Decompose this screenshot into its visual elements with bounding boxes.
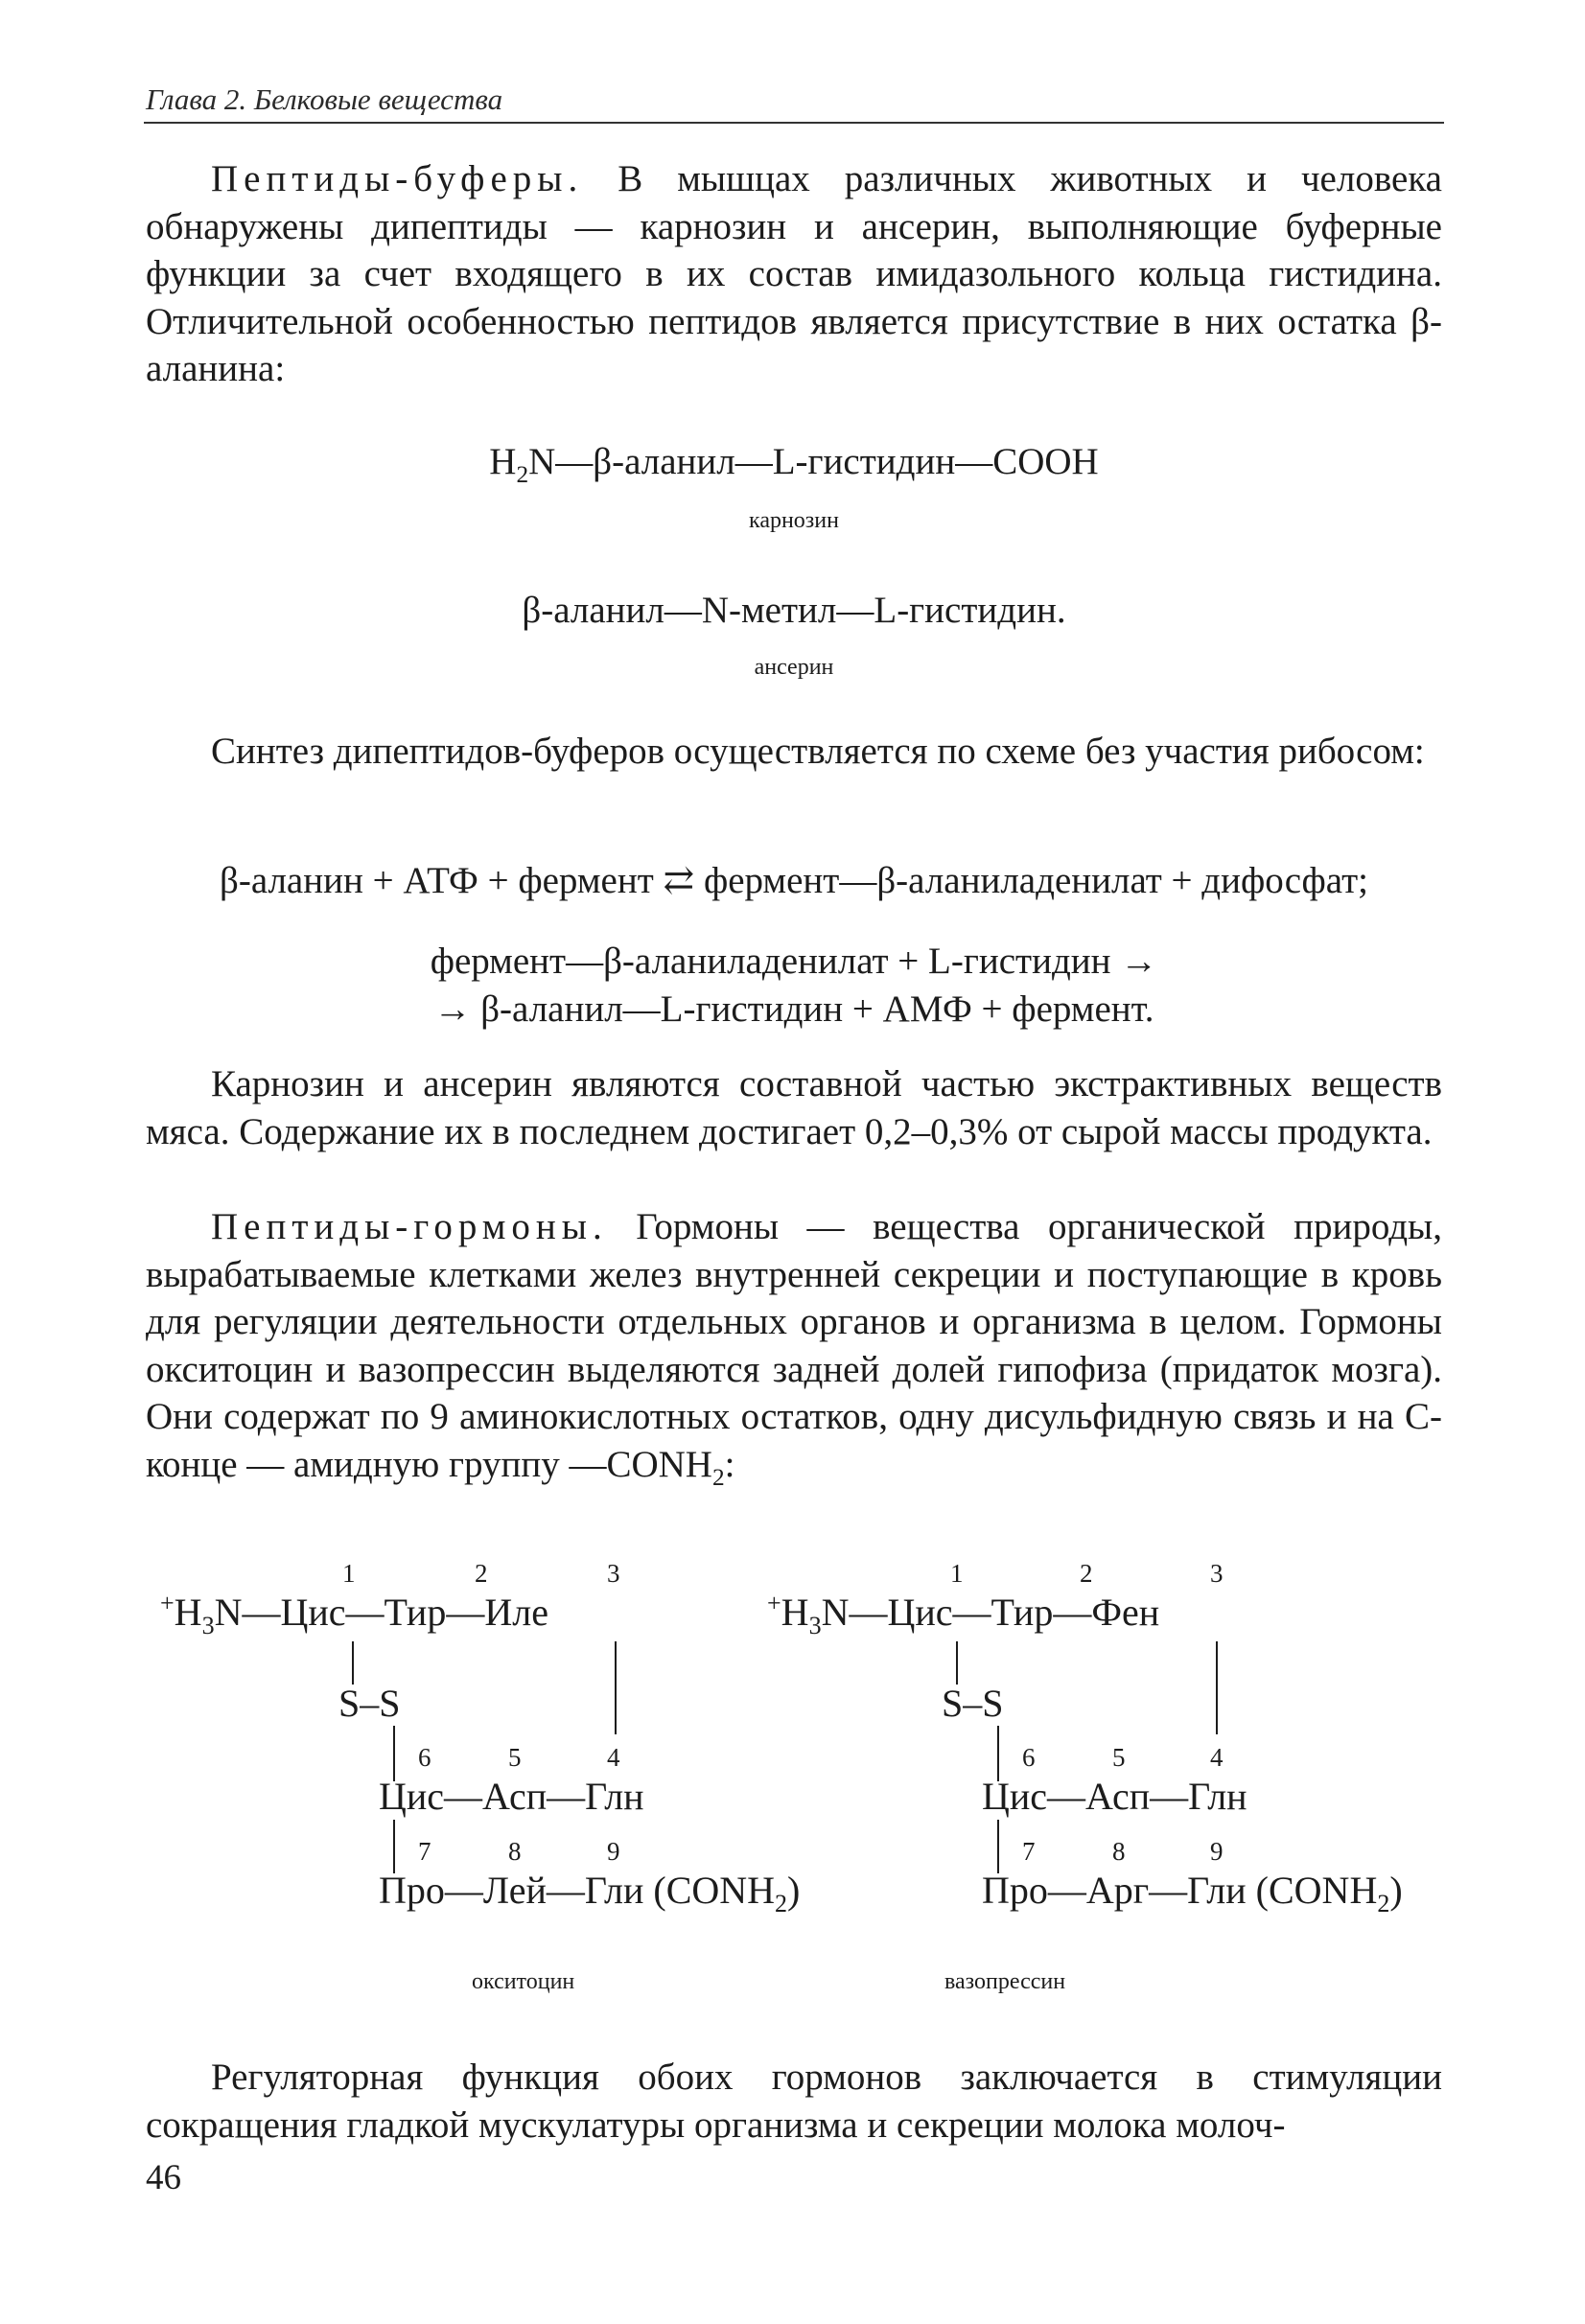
formula-carnosine <box>146 438 1442 486</box>
oxytocin-charge: + <box>160 1589 175 1617</box>
residue-number-2: 2 <box>475 1559 488 1588</box>
paragraph-4-text-a: Гормоны — вещества органической природы, вырабатываемые клетками желез внутренней секреции и поступающие в кровь для регуляции деятельности отдельных органов и организма в целом. Гормоны окситоцин и вазопрессин выделяются задней долей гипофиза (придаток мозга). Они содержат по 9 аминокислотных остатков, одну дисульфидную связь и на С-конце — амидную группу —CONH <box>146 1206 1442 1485</box>
vasopressin-chain-row-1 <box>767 1589 1160 1639</box>
residue-number-8: 8 <box>508 1837 522 1866</box>
residue-number-1: 1 <box>950 1559 964 1588</box>
paragraph-1-text: В мышцах различных животных и человека обнаружены дипептиды — карнозин и ансерин, выполняющие буферные функции за счет входящего в их состав имидазольного кольца гистидина. Отличительной особенностью пептидов является присутствие в них остатка β-аланина: <box>146 158 1442 389</box>
reaction-1-left: β-аланин + АТФ + фермент <box>219 860 654 901</box>
reaction-1-right: фермент—β-аланиладенилат + дифосфат; <box>703 860 1368 901</box>
oxytocin-disulfide: S–S <box>338 1682 401 1725</box>
oxytocin-row-3-b: ) <box>787 1869 801 1912</box>
residue-number-4: 4 <box>1210 1743 1224 1772</box>
formula-carnosine-sub: 2 <box>516 460 529 488</box>
oxytocin-chain-row-3 <box>379 1869 801 1917</box>
vasopressin-chain-row-2: Цис—Асп—Глн <box>982 1775 1247 1818</box>
residue-number-8: 8 <box>1112 1837 1126 1866</box>
oxytocin-chain-row-1 <box>160 1589 548 1639</box>
residue-number-9: 9 <box>1210 1837 1224 1866</box>
reaction-2-line-1: фермент—β-аланиладенилат + L-гистидин → <box>430 941 1158 982</box>
residue-number-4: 4 <box>607 1743 620 1772</box>
residue-number-6: 6 <box>418 1743 431 1772</box>
lead-in-peptide-buffers: Пептиды-буферы. <box>211 158 584 199</box>
caption-anserine: ансерин <box>754 655 834 680</box>
residue-number-3: 3 <box>607 1559 620 1588</box>
oxytocin-bond-cys6-pro7 <box>393 1820 395 1873</box>
vasopressin-bond-s-cys6 <box>997 1726 999 1781</box>
lead-in-peptide-hormones: Пептиды-гормоны. <box>211 1206 608 1247</box>
residue-number-1: 1 <box>342 1559 356 1588</box>
vasopressin-row-1-text: N—Цис—Тир—Фен <box>821 1591 1160 1634</box>
equilibrium-arrow-icon: ⇄ <box>663 860 695 901</box>
vasopressin-bond-cys1-s <box>956 1641 958 1685</box>
oxytocin-bond-ile-gln <box>615 1641 617 1734</box>
vasopressin-row-3-sub: 2 <box>1377 1890 1390 1917</box>
formula-carnosine-rest: N—β-аланил—L-гистидин—COOH <box>528 441 1099 482</box>
paragraph-regulatory-function: Регуляторная функция обоих гормонов заключается в стимуляции сокращения гладкой мускулатуры организма и секреции молока молоч- <box>146 2057 1442 2146</box>
vasopressin-charge: + <box>767 1589 781 1617</box>
reaction-2-line-2: → β-аланил—L-гистидин + АМФ + фермент. <box>433 988 1154 1030</box>
vasopressin-disulfide: S–S <box>942 1682 1004 1725</box>
header-rule <box>144 122 1444 124</box>
oxytocin-h: H <box>174 1591 202 1634</box>
residue-number-7: 7 <box>1022 1837 1036 1866</box>
vasopressin-sub-3: 3 <box>808 1612 822 1639</box>
vasopressin-h: H <box>781 1591 809 1634</box>
reaction-1 <box>146 857 1442 905</box>
vasopressin-bond-phe-gln <box>1216 1641 1218 1734</box>
vasopressin-row-3-a: Про—Арг—Гли (CONH <box>982 1869 1378 1912</box>
caption-carnosine: карнозин <box>749 508 839 533</box>
oxytocin-bond-cys1-s <box>352 1641 354 1685</box>
residue-number-5: 5 <box>1112 1743 1126 1772</box>
residue-number-9: 9 <box>607 1837 620 1866</box>
caption-vasopressin: вазопрессин <box>944 1969 1066 1994</box>
residue-number-7: 7 <box>418 1837 431 1866</box>
paragraph-meat-extractives: Карнозин и ансерин являются составной частью экстрактивных веществ мяса. Содержание их в последнем достигает 0,2–0,3% от сырой массы продукта. <box>146 1063 1442 1152</box>
oxytocin-bond-s-cys6 <box>393 1726 395 1781</box>
residue-number-5: 5 <box>508 1743 522 1772</box>
paragraph-peptide-hormones <box>146 1203 1442 1491</box>
oxytocin-row-3-sub: 2 <box>775 1890 788 1917</box>
paragraph-4-text-b: : <box>724 1443 735 1485</box>
oxytocin-sub-3: 3 <box>201 1612 215 1639</box>
page-number: 46 <box>146 2158 181 2197</box>
residue-number-6: 6 <box>1022 1743 1036 1772</box>
oxytocin-row-1-text: N—Цис—Тир—Иле <box>214 1591 548 1634</box>
paragraph-4-sub: 2 <box>711 1463 725 1491</box>
paragraph-peptide-buffers <box>146 155 1442 393</box>
vasopressin-bond-cys6-pro7 <box>997 1820 999 1873</box>
formula-anserine: β-аланил—N-метил—L-гистидин. <box>522 590 1066 631</box>
running-header: Глава 2. Белковые вещества <box>146 82 503 116</box>
residue-number-3: 3 <box>1210 1559 1224 1588</box>
residue-number-2: 2 <box>1080 1559 1093 1588</box>
oxytocin-row-3-a: Про—Лей—Гли (CONH <box>379 1869 776 1912</box>
formula-carnosine-h: H <box>489 441 517 482</box>
vasopressin-chain-row-3 <box>982 1869 1403 1917</box>
oxytocin-chain-row-2: Цис—Асп—Глн <box>379 1775 644 1818</box>
paragraph-synthesis: Синтез дипептидов-буферов осуществляется по схеме без участия рибосом: <box>211 731 1425 772</box>
vasopressin-row-3-b: ) <box>1389 1869 1403 1912</box>
caption-oxytocin: окситоцин <box>472 1969 575 1994</box>
